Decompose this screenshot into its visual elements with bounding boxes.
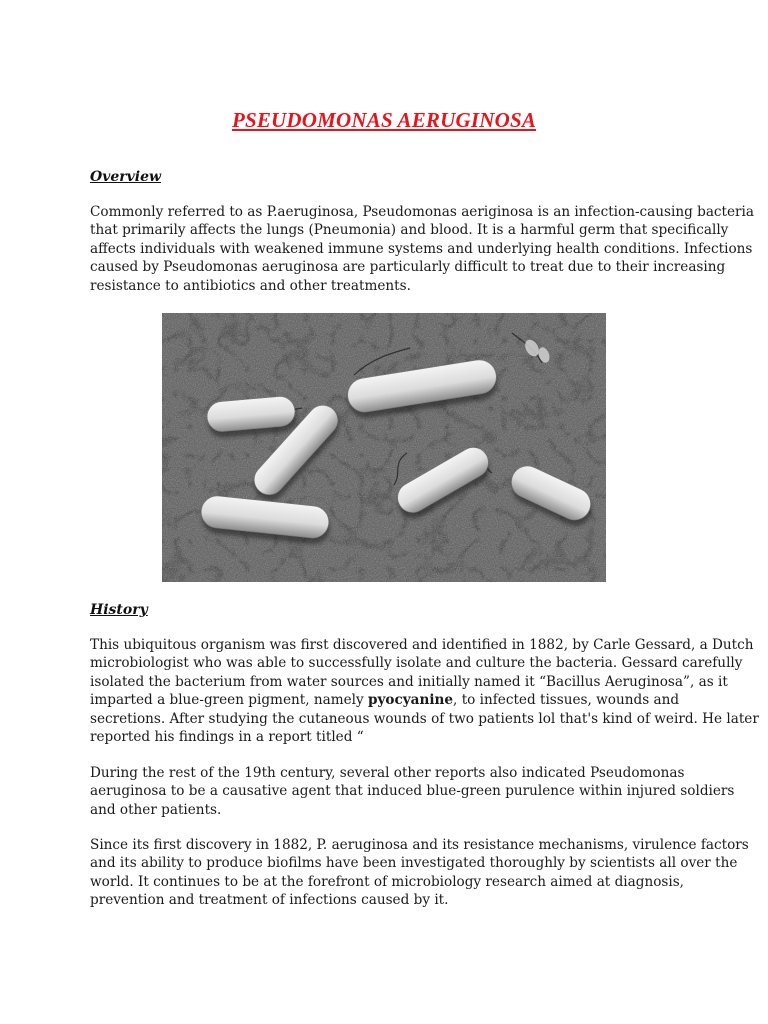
history-p3-line-1: Since its first discovery in 1882, P. aeruginosa and its resistance mechanisms, virulence factors <box>90 837 749 853</box>
history-p3-line-3: world. It continues to be at the forefront of microbiology research aimed at diagnosis, <box>90 873 685 890</box>
overview-line-2: that primarily affects the lungs (Pneumonia) and blood. It is a harmful germ that specifically <box>90 222 729 239</box>
history-p1-line-4 <box>90 691 690 709</box>
history-heading: History <box>90 602 148 618</box>
history-p1-line-4-start: imparted a blue-green pigment, namely <box>90 692 368 709</box>
history-p2-line-2: aeruginosa to be a causative agent that induced blue-green purulence within injured soldiers <box>90 783 735 800</box>
history-paragraph-1 <box>90 636 759 746</box>
history-paragraph-3 <box>90 836 749 910</box>
history-p2-line-1: During the rest of the 19th century, several other reports also indicated Pseudomonas <box>90 765 685 781</box>
pyocyanine-term: pyocyanine <box>368 692 454 709</box>
history-p3-line-4: prevention and treatment of infections caused by it. <box>90 892 449 909</box>
history-p1-line-6: reported his findings in a report titled “ <box>90 729 364 746</box>
document-title: PSEUDOMONAS AERUGINOSA <box>231 108 537 132</box>
history-p1-line-2: microbiologist who was able to successfully isolate and culture the bacteria. Gessard carefully <box>90 655 743 672</box>
overview-line-4: caused by Pseudomonas aeruginosa are particularly difficult to treat due to their increasing <box>90 259 726 276</box>
overview-paragraph <box>90 203 755 295</box>
history-p2-line-3: and other patients. <box>90 801 222 818</box>
history-p1-line-3: isolated the bacterium from water sources and initially named it “Bacillus Aeruginosa”, as it <box>90 673 728 690</box>
history-p1-line-1: This ubiquitous organism was first discovered and identified in 1882, by Carle Gessard, a Dutch <box>90 637 754 653</box>
overview-line-1: Commonly referred to as P.aeruginosa, Pseudomonas aeriginosa is an infection-causing bacteria <box>90 204 755 220</box>
history-paragraph-2 <box>90 764 735 819</box>
bacteria-micrograph-image <box>162 313 606 582</box>
overview-line-5: resistance to antibiotics and other treatments. <box>90 277 411 294</box>
overview-line-3: affects individuals with weakened immune systems and underlying health conditions. Infections <box>90 240 753 257</box>
overview-heading: Overview <box>90 169 162 185</box>
history-p3-line-2: and its ability to produce biofilms have been investigated thoroughly by scientists all over the <box>90 855 738 872</box>
bacteria-micrograph <box>162 313 606 582</box>
history-p1-line-5: secretions. After studying the cutaneous wounds of two patients lol that's kind of weird. He later <box>90 710 759 727</box>
history-p1-line-4-end: , to infected tissues, wounds and <box>453 692 680 709</box>
